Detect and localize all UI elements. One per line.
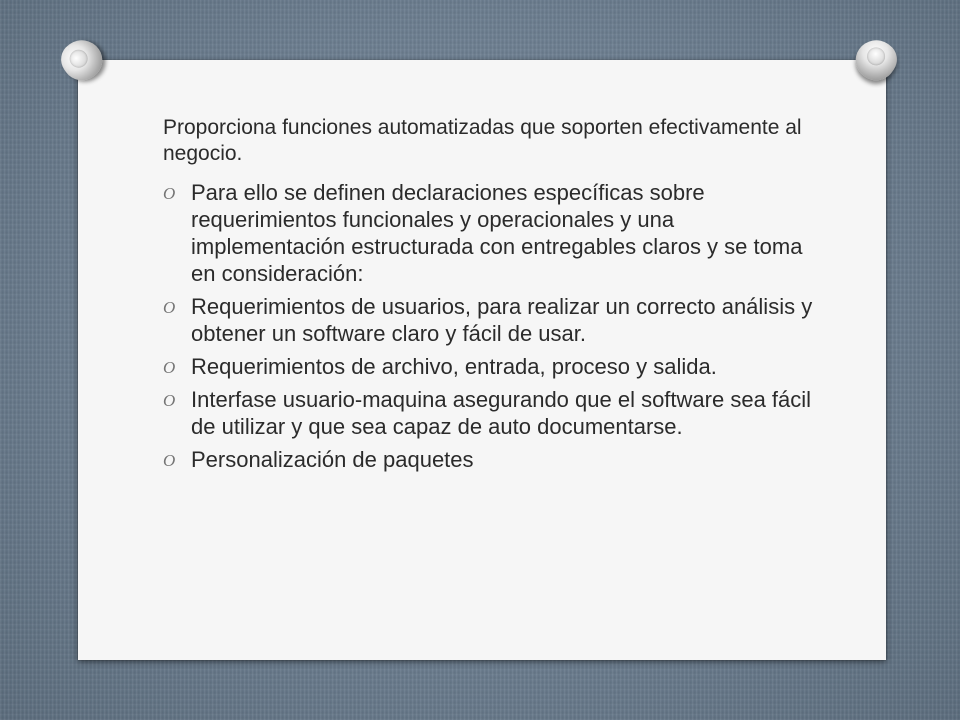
bullet-text: Para ello se definen declaraciones específicas sobre requerimientos funcionales y operacionales y una implementación estructurada con entregables claros y se toma en consideración:	[191, 180, 803, 286]
bullet-item	[163, 293, 823, 347]
bullet-text: Requerimientos de archivo, entrada, proceso y salida.	[191, 354, 717, 379]
slide-content	[163, 115, 823, 479]
bullet-item	[163, 179, 823, 287]
bullet-item	[163, 386, 823, 440]
bullet-list	[163, 179, 823, 473]
bullet-text: Requerimientos de usuarios, para realizar un correcto análisis y obtener un software claro y fácil de usar.	[191, 294, 813, 346]
bullet-marker-icon: O	[163, 451, 176, 470]
bullet-marker-icon: O	[163, 358, 176, 377]
bullet-item	[163, 446, 823, 473]
bullet-item	[163, 353, 823, 380]
bullet-marker-icon: O	[163, 298, 176, 317]
bullet-marker-icon: O	[163, 184, 176, 203]
bullet-marker-icon: O	[163, 391, 176, 410]
bullet-text: Personalización de paquetes	[191, 447, 474, 472]
bullet-text: Interfase usuario-maquina asegurando que el software sea fácil de utilizar y que sea capaz de auto documentarse.	[191, 387, 812, 439]
slide-heading: Proporciona funciones automatizadas que soporten efectivamente al negocio.	[163, 116, 802, 165]
